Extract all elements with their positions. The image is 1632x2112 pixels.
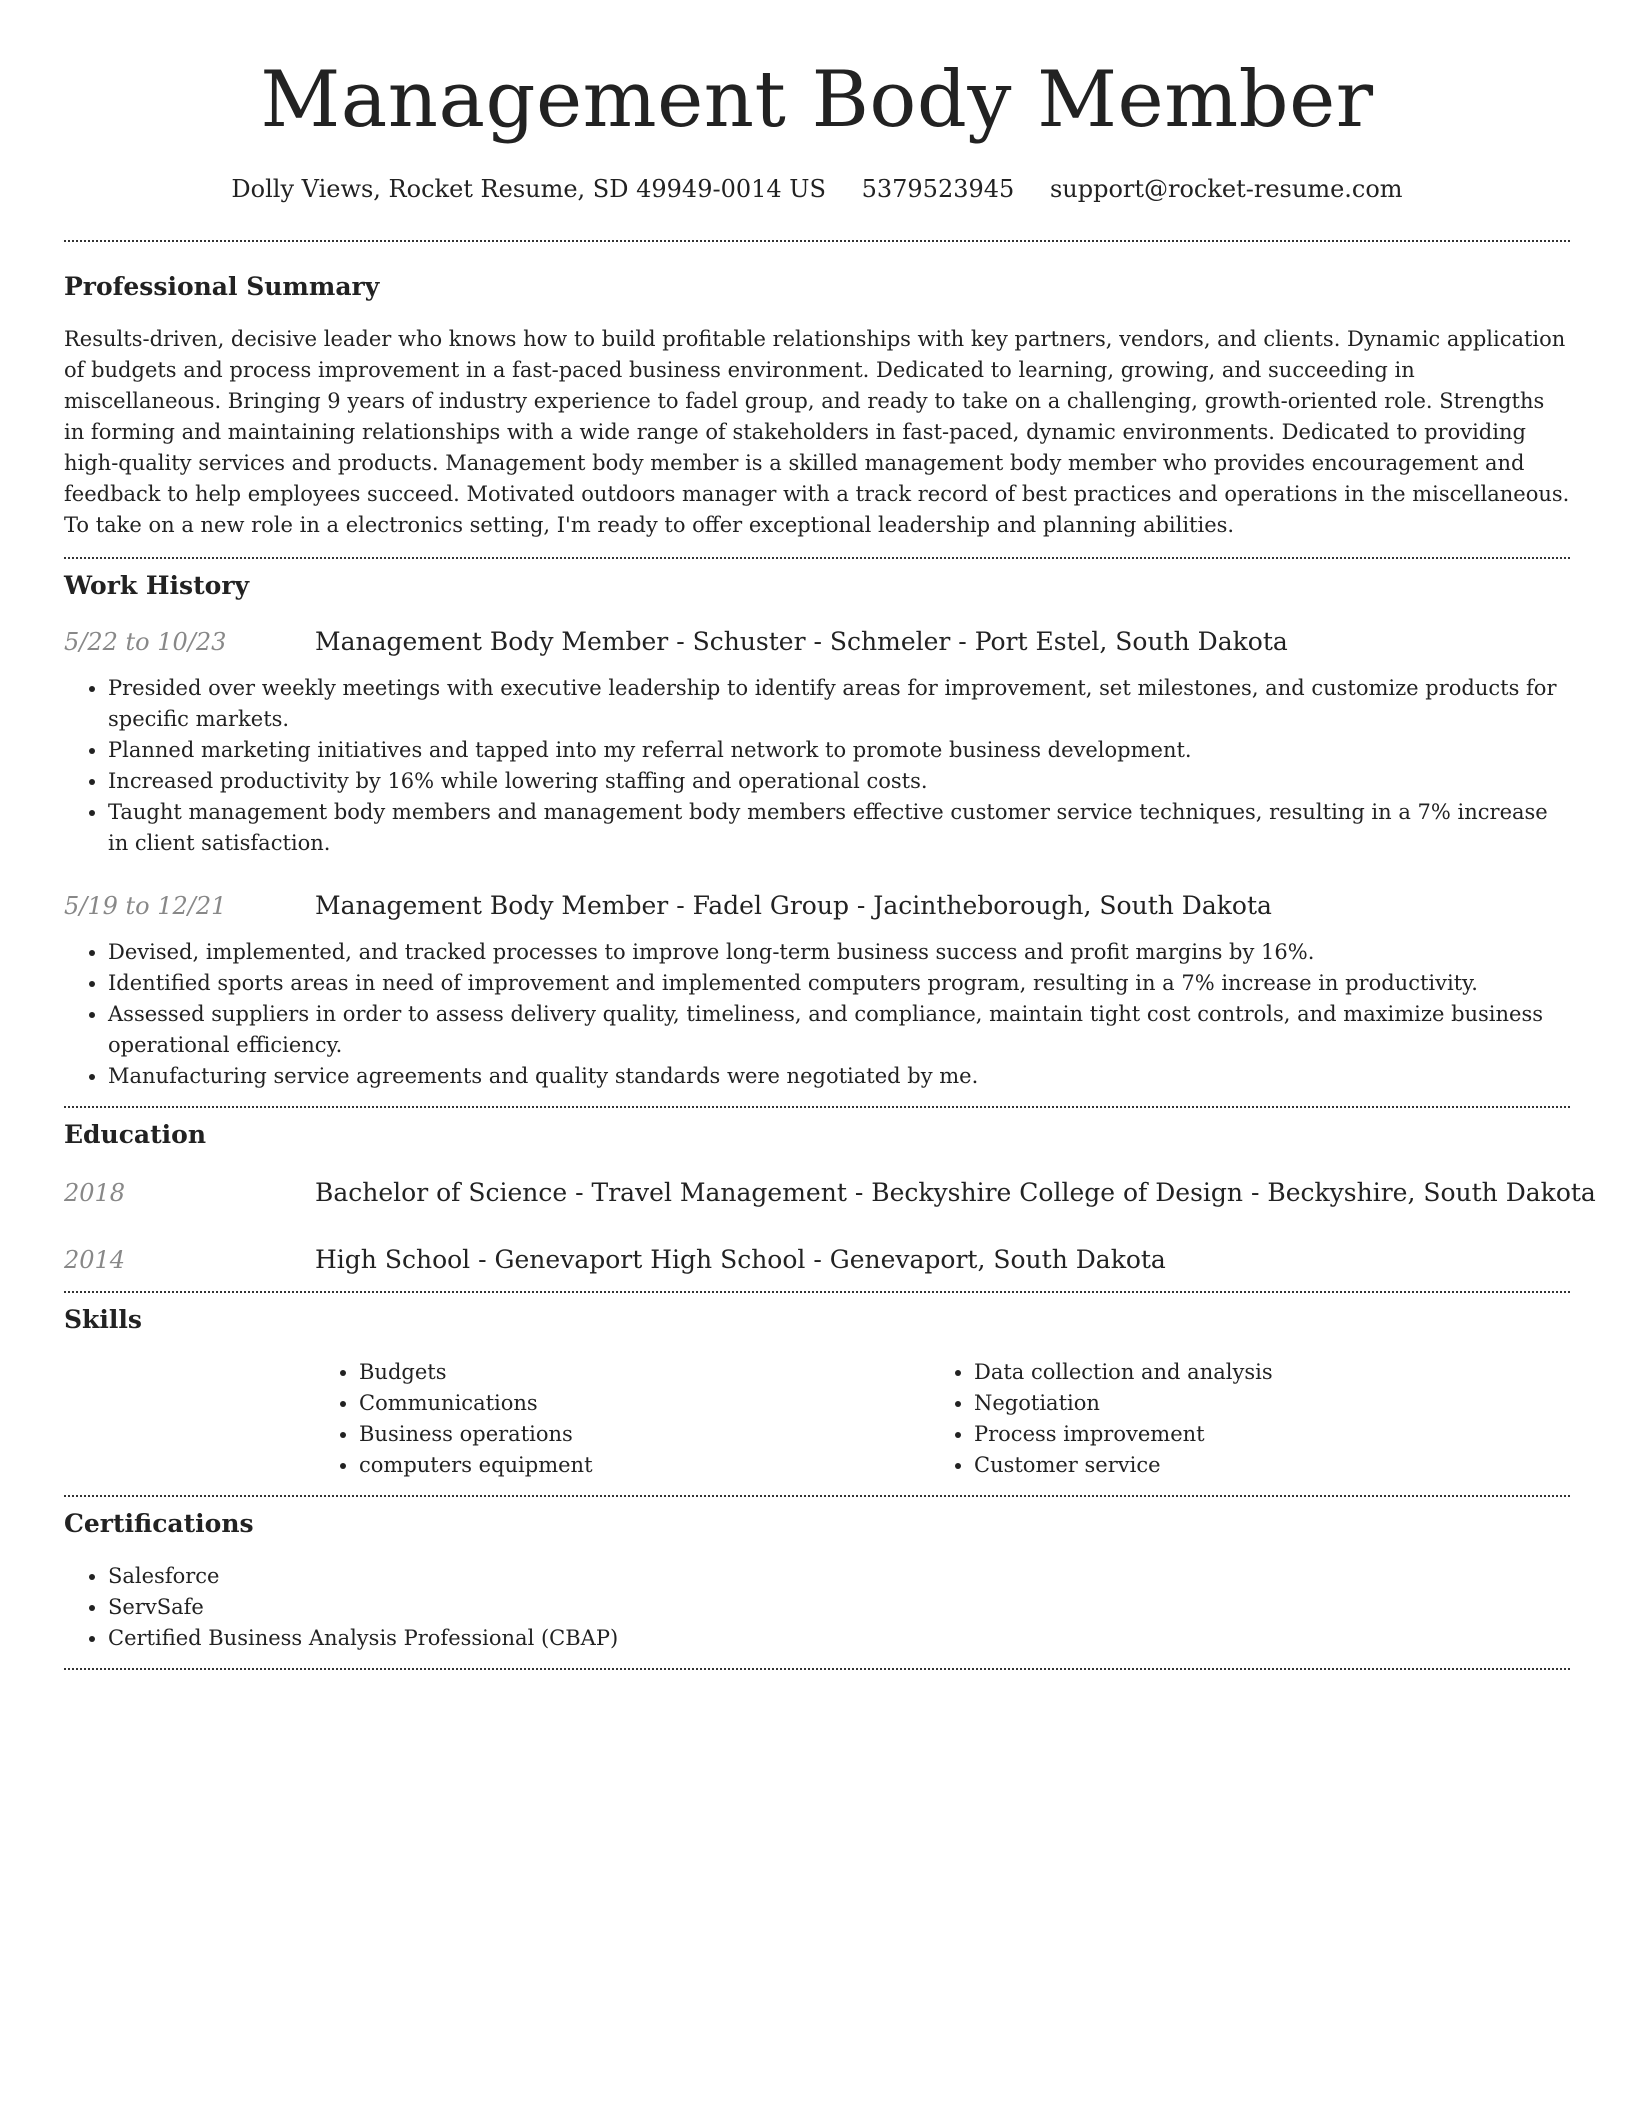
address-text: Dolly Views, Rocket Resume, SD 49949-0014 US bbox=[231, 175, 826, 203]
job-header bbox=[64, 625, 1570, 659]
job-role: Management Body Member bbox=[315, 627, 669, 656]
certification-item: • ServSafe bbox=[108, 1592, 1570, 1623]
job-dates: 5/19 to 12/21 bbox=[64, 892, 227, 920]
work-history-section bbox=[64, 559, 1570, 1092]
education-year: 2014 bbox=[64, 1246, 126, 1274]
education-heading: Education bbox=[64, 1120, 207, 1149]
skill-item: • Process improvement bbox=[974, 1419, 1545, 1450]
job-header bbox=[64, 889, 1570, 923]
job-bullet: • Planned marketing initiatives and tapped into my referral network to promote business development. bbox=[108, 735, 1570, 766]
education-school: - Beckyshire College of Design - Beckyshire, South Dakota bbox=[846, 1178, 1596, 1207]
skill-item: • computers equipment bbox=[359, 1450, 930, 1481]
job-bullet: • Identified sports areas in need of improvement and implemented computers program, resulting in a 7% increase in productivity. bbox=[108, 968, 1570, 999]
certification-item: • Salesforce bbox=[108, 1561, 1570, 1592]
job-bullets bbox=[64, 673, 1570, 859]
work-history-heading: Work History bbox=[64, 571, 250, 600]
education-title bbox=[315, 1176, 1596, 1210]
education-degree: High School bbox=[315, 1245, 471, 1274]
skills-column bbox=[930, 1357, 1545, 1481]
summary-heading: Professional Summary bbox=[64, 272, 380, 301]
candidate-name: Management Body Member bbox=[260, 55, 1374, 145]
contact-line bbox=[64, 172, 1570, 206]
job-role: Management Body Member bbox=[315, 891, 669, 920]
certifications-list bbox=[64, 1561, 1570, 1654]
education-entry bbox=[64, 1176, 1596, 1210]
education-degree: Bachelor of Science - Travel Management bbox=[315, 1178, 847, 1207]
job-bullet: • Assessed suppliers in order to assess delivery quality, timeliness, and compliance, maintain tight cost controls, and maximize business operational efficiency. bbox=[108, 999, 1570, 1061]
job-entry bbox=[64, 889, 1570, 1092]
job-employer-location: - Schuster - Schmeler - Port Estel, South Dakota bbox=[668, 627, 1288, 656]
skill-item: • Communications bbox=[359, 1388, 930, 1419]
email-text: support@rocket-resume.com bbox=[1049, 175, 1403, 203]
summary-text: Results-driven, decisive leader who knows how to build profitable relationships with key partners, vendors, and clients. Dynamic application of budgets and process improvement in a fast-paced business environment. Dedicated to learning, growing, and succeeding in miscellaneous. Bringing 9 years of industry experience to fadel group, and ready to take on a challenging, growth-oriented role. Strengths in forming and maintaining relationships with a wide range of stakeholders in fast-paced, dynamic environments. Dedicated to providing high-quality services and products. Management body member is a skilled management body member who provides encouragement and feedback to help employees succeed. Motivated outdoors manager with a track record of best practices and operations in the miscellaneous. To take on a new role in a electronics setting, I'm ready to offer exceptional leadership and planning abilities. bbox=[64, 327, 1570, 537]
job-bullet: • Presided over weekly meetings with executive leadership to identify areas for improvement, set milestones, and customize products for specific markets. bbox=[108, 673, 1570, 735]
phone-text: 5379523945 bbox=[861, 175, 1015, 203]
skill-item: • Business operations bbox=[359, 1419, 930, 1450]
certification-item: • Certified Business Analysis Professional (CBAP) bbox=[108, 1623, 1570, 1654]
job-bullet: • Manufacturing service agreements and quality standards were negotiated by me. bbox=[108, 1061, 1570, 1092]
education-school: - Genevaport High School - Genevaport, South Dakota bbox=[470, 1245, 1166, 1274]
job-bullets bbox=[64, 937, 1570, 1092]
education-section bbox=[64, 1108, 1596, 1291]
skill-item: • Customer service bbox=[974, 1450, 1545, 1481]
summary-section bbox=[64, 242, 1570, 541]
skill-item: • Negotiation bbox=[974, 1388, 1545, 1419]
job-title bbox=[315, 625, 1288, 659]
resume-page bbox=[64, 0, 1596, 1670]
skills-grid bbox=[315, 1357, 1570, 1481]
job-employer-location: - Fadel Group - Jacintheborough, South Dakota bbox=[668, 891, 1272, 920]
skill-item: • Budgets bbox=[359, 1357, 930, 1388]
job-bullet: • Increased productivity by 16% while lowering staffing and operational costs. bbox=[108, 766, 1570, 797]
skill-item: • Data collection and analysis bbox=[974, 1357, 1545, 1388]
section-divider bbox=[64, 1668, 1570, 1670]
skills-section bbox=[64, 1293, 1570, 1495]
certifications-section bbox=[64, 1497, 1570, 1668]
education-title bbox=[315, 1243, 1166, 1277]
skills-heading: Skills bbox=[64, 1305, 142, 1334]
job-bullet: • Devised, implemented, and tracked processes to improve long-term business success and profit margins by 16%. bbox=[108, 937, 1570, 968]
education-entry bbox=[64, 1243, 1570, 1277]
job-title bbox=[315, 889, 1272, 923]
certifications-heading: Certifications bbox=[64, 1509, 254, 1538]
job-dates: 5/22 to 10/23 bbox=[64, 628, 227, 656]
skills-column bbox=[315, 1357, 930, 1481]
job-bullet: • Taught management body members and management body members effective customer service techniques, resulting in a 7% increase in client satisfaction. bbox=[108, 797, 1570, 859]
education-year: 2018 bbox=[64, 1179, 126, 1207]
job-entry bbox=[64, 625, 1570, 859]
